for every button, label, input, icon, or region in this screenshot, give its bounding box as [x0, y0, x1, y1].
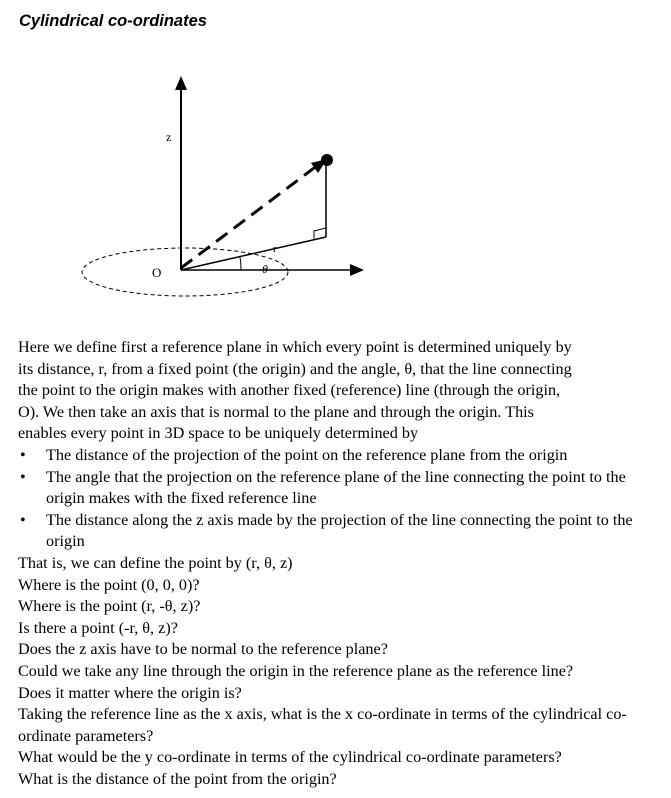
bullet-list: [18, 445, 658, 553]
intro-line-2: its distance, r, from a fixed point (the origin) and the angle, θ, that the line connecting: [18, 359, 572, 378]
question-line: Could we take any line through the origin in the reference plane as the reference line?: [18, 661, 574, 680]
intro-line-3: the point to the origin makes with another fixed (reference) line (through the origin,: [18, 381, 561, 400]
z-axis-label: z: [166, 130, 172, 144]
theta-label: θ: [262, 262, 268, 276]
intro-line-1: Here we define first a reference plane in which every point is determined uniquely by: [18, 338, 572, 356]
origin-label: O: [152, 265, 162, 280]
theta-arc: [240, 257, 241, 270]
question-line: What would be the y co-ordinate in terms of the cylindrical co-ordinate parameters?: [18, 748, 562, 767]
bullet-item: • The angle that the projection on the reference plane of the line connecting the point to the origin makes with the fixed reference line: [18, 467, 658, 510]
page-title: Cylindrical co-ordinates: [19, 12, 207, 30]
r-label: r: [273, 243, 277, 255]
question-line: Taking the reference line as the x axis, what is the x co-ordinate in terms of the cylindrical co-ordinate parameters?: [18, 705, 627, 745]
question-line: Where is the point (r, -θ, z)?: [18, 597, 201, 616]
intro-line-4: O). We then take an axis that is normal to the plane and through the origin. This: [18, 402, 534, 421]
reference-line-arrowhead: [350, 264, 364, 276]
z-axis-arrowhead: [175, 76, 187, 90]
body-text: [18, 337, 658, 790]
question-line: Does it matter where the origin is?: [18, 683, 242, 702]
bullet-item: • The distance of the projection of the point on the reference plane from the origin: [18, 445, 658, 467]
position-vector: [181, 165, 318, 268]
question-line: Does the z axis have to be normal to the reference plane?: [18, 640, 388, 659]
intro-line-5: enables every point in 3D space to be uniquely determined by: [18, 424, 419, 443]
question-line: That is, we can define the point by (r, θ, z): [18, 553, 293, 572]
bullet-item: • The distance along the z axis made by the projection of the line connecting the point to the origin: [18, 510, 658, 553]
question-line: Where is the point (0, 0, 0)?: [18, 575, 200, 594]
question-line: Is there a point (-r, θ, z)?: [18, 618, 178, 637]
point-marker: [321, 154, 333, 166]
cylindrical-coordinates-diagram: [0, 60, 671, 310]
question-line: What is the distance of the point from the origin?: [18, 769, 337, 788]
reference-plane-ellipse: [82, 248, 288, 296]
